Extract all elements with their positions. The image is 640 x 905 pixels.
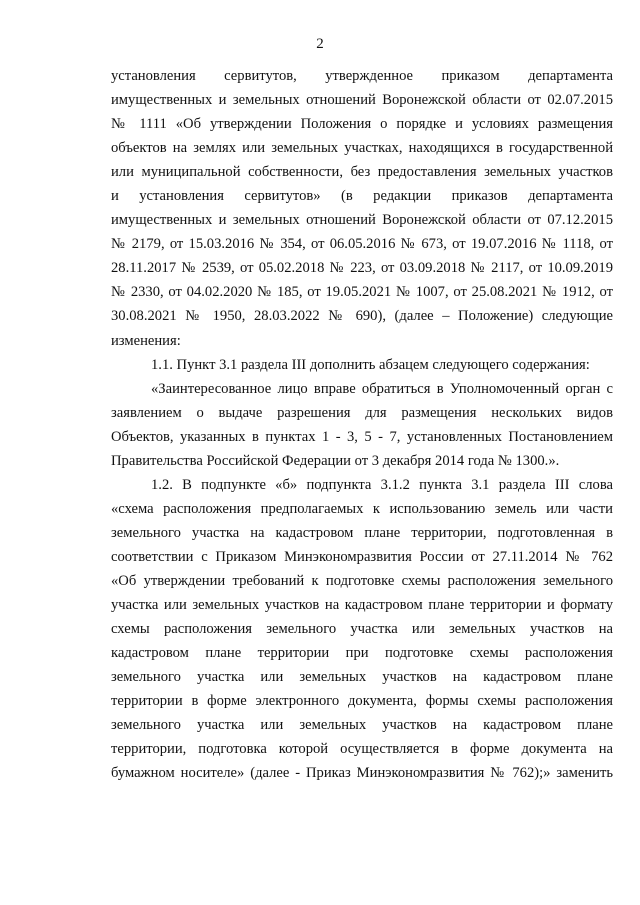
text-line: 28.11.2017 № 2539, от 05.02.2018 № 223, от 03.09.2018 № 2117, от 10.09.2019 (111, 260, 613, 277)
text-line: схемы расположения земельного участка или земельных участков на (111, 621, 613, 638)
text-line: соответствии с Приказом Минэкономразвития России от 27.11.2014 № 762 (111, 548, 613, 565)
text-line: «Заинтересованное лицо вправе обратиться в Уполномоченный орган с (151, 380, 613, 397)
text-line: территории, подготовка которой осуществляется в форме документа на (111, 741, 613, 758)
document-body (111, 64, 613, 785)
text-line: земельного участка или земельных участков на кадастровом плане (111, 717, 613, 734)
text-line: объектов на землях или земельных участках, находящихся в государственной (111, 140, 613, 157)
text-line: земельного участка на кадастровом плане территории, подготовленная в (111, 524, 613, 541)
text-line: 1.2. В подпункте «б» подпункта 3.1.2 пункта 3.1 раздела III слова (151, 476, 613, 493)
text-line: имущественных и земельных отношений Воронежской области от 02.07.2015 (111, 92, 613, 109)
text-line: Объектов, указанных в пунктах 1 - 3, 5 - 7, установленных Постановлением (111, 428, 613, 445)
text-line: № 1111 «Об утверждении Положения о порядке и условиях размещения (111, 116, 613, 133)
text-line: заявлением о выдаче разрешения для размещения нескольких видов (111, 404, 613, 421)
text-line: 30.08.2021 № 1950, 28.03.2022 № 690), (далее – Положение) следующие (111, 308, 613, 325)
text-line: или муниципальной собственности, без предоставления земельных участков (111, 164, 613, 181)
text-line: земельного участка или земельных участков на кадастровом плане (111, 669, 613, 686)
text-line: Правительства Российской Федерации от 3 декабря 2014 года № 1300.». (111, 452, 560, 469)
text-line: кадастровом плане территории при подготовке схемы расположения (111, 645, 613, 662)
text-line: № 2179, от 15.03.2016 № 354, от 06.05.2016 № 673, от 19.07.2016 № 1118, от (111, 236, 613, 253)
text-line: участка или земельных участков на кадастровом плане территории и формату (111, 597, 613, 614)
text-line: № 2330, от 04.02.2020 № 185, от 19.05.2021 № 1007, от 25.08.2021 № 1912, от (111, 284, 613, 301)
text-line: установления сервитутов, утвержденное приказом департамента (111, 68, 613, 84)
text-line: 1.1. Пункт 3.1 раздела III дополнить абзацем следующего содержания: (151, 356, 590, 373)
text-line: «схема расположения предполагаемых к использованию земель или части (111, 500, 613, 517)
text-line: и установления сервитутов» (в редакции приказов департамента (111, 188, 613, 205)
text-line: бумажном носителе» (далее - Приказ Минэкономразвития № 762);» заменить (111, 765, 613, 782)
page-number: 2 (316, 36, 324, 52)
text-line: имущественных и земельных отношений Воронежской области от 07.12.2015 (111, 212, 613, 229)
text-line: территории в форме электронного документа, формы схемы расположения (111, 693, 613, 710)
text-line: изменения: (111, 332, 181, 349)
text-line: «Об утверждении требований к подготовке схемы расположения земельного (111, 572, 613, 589)
